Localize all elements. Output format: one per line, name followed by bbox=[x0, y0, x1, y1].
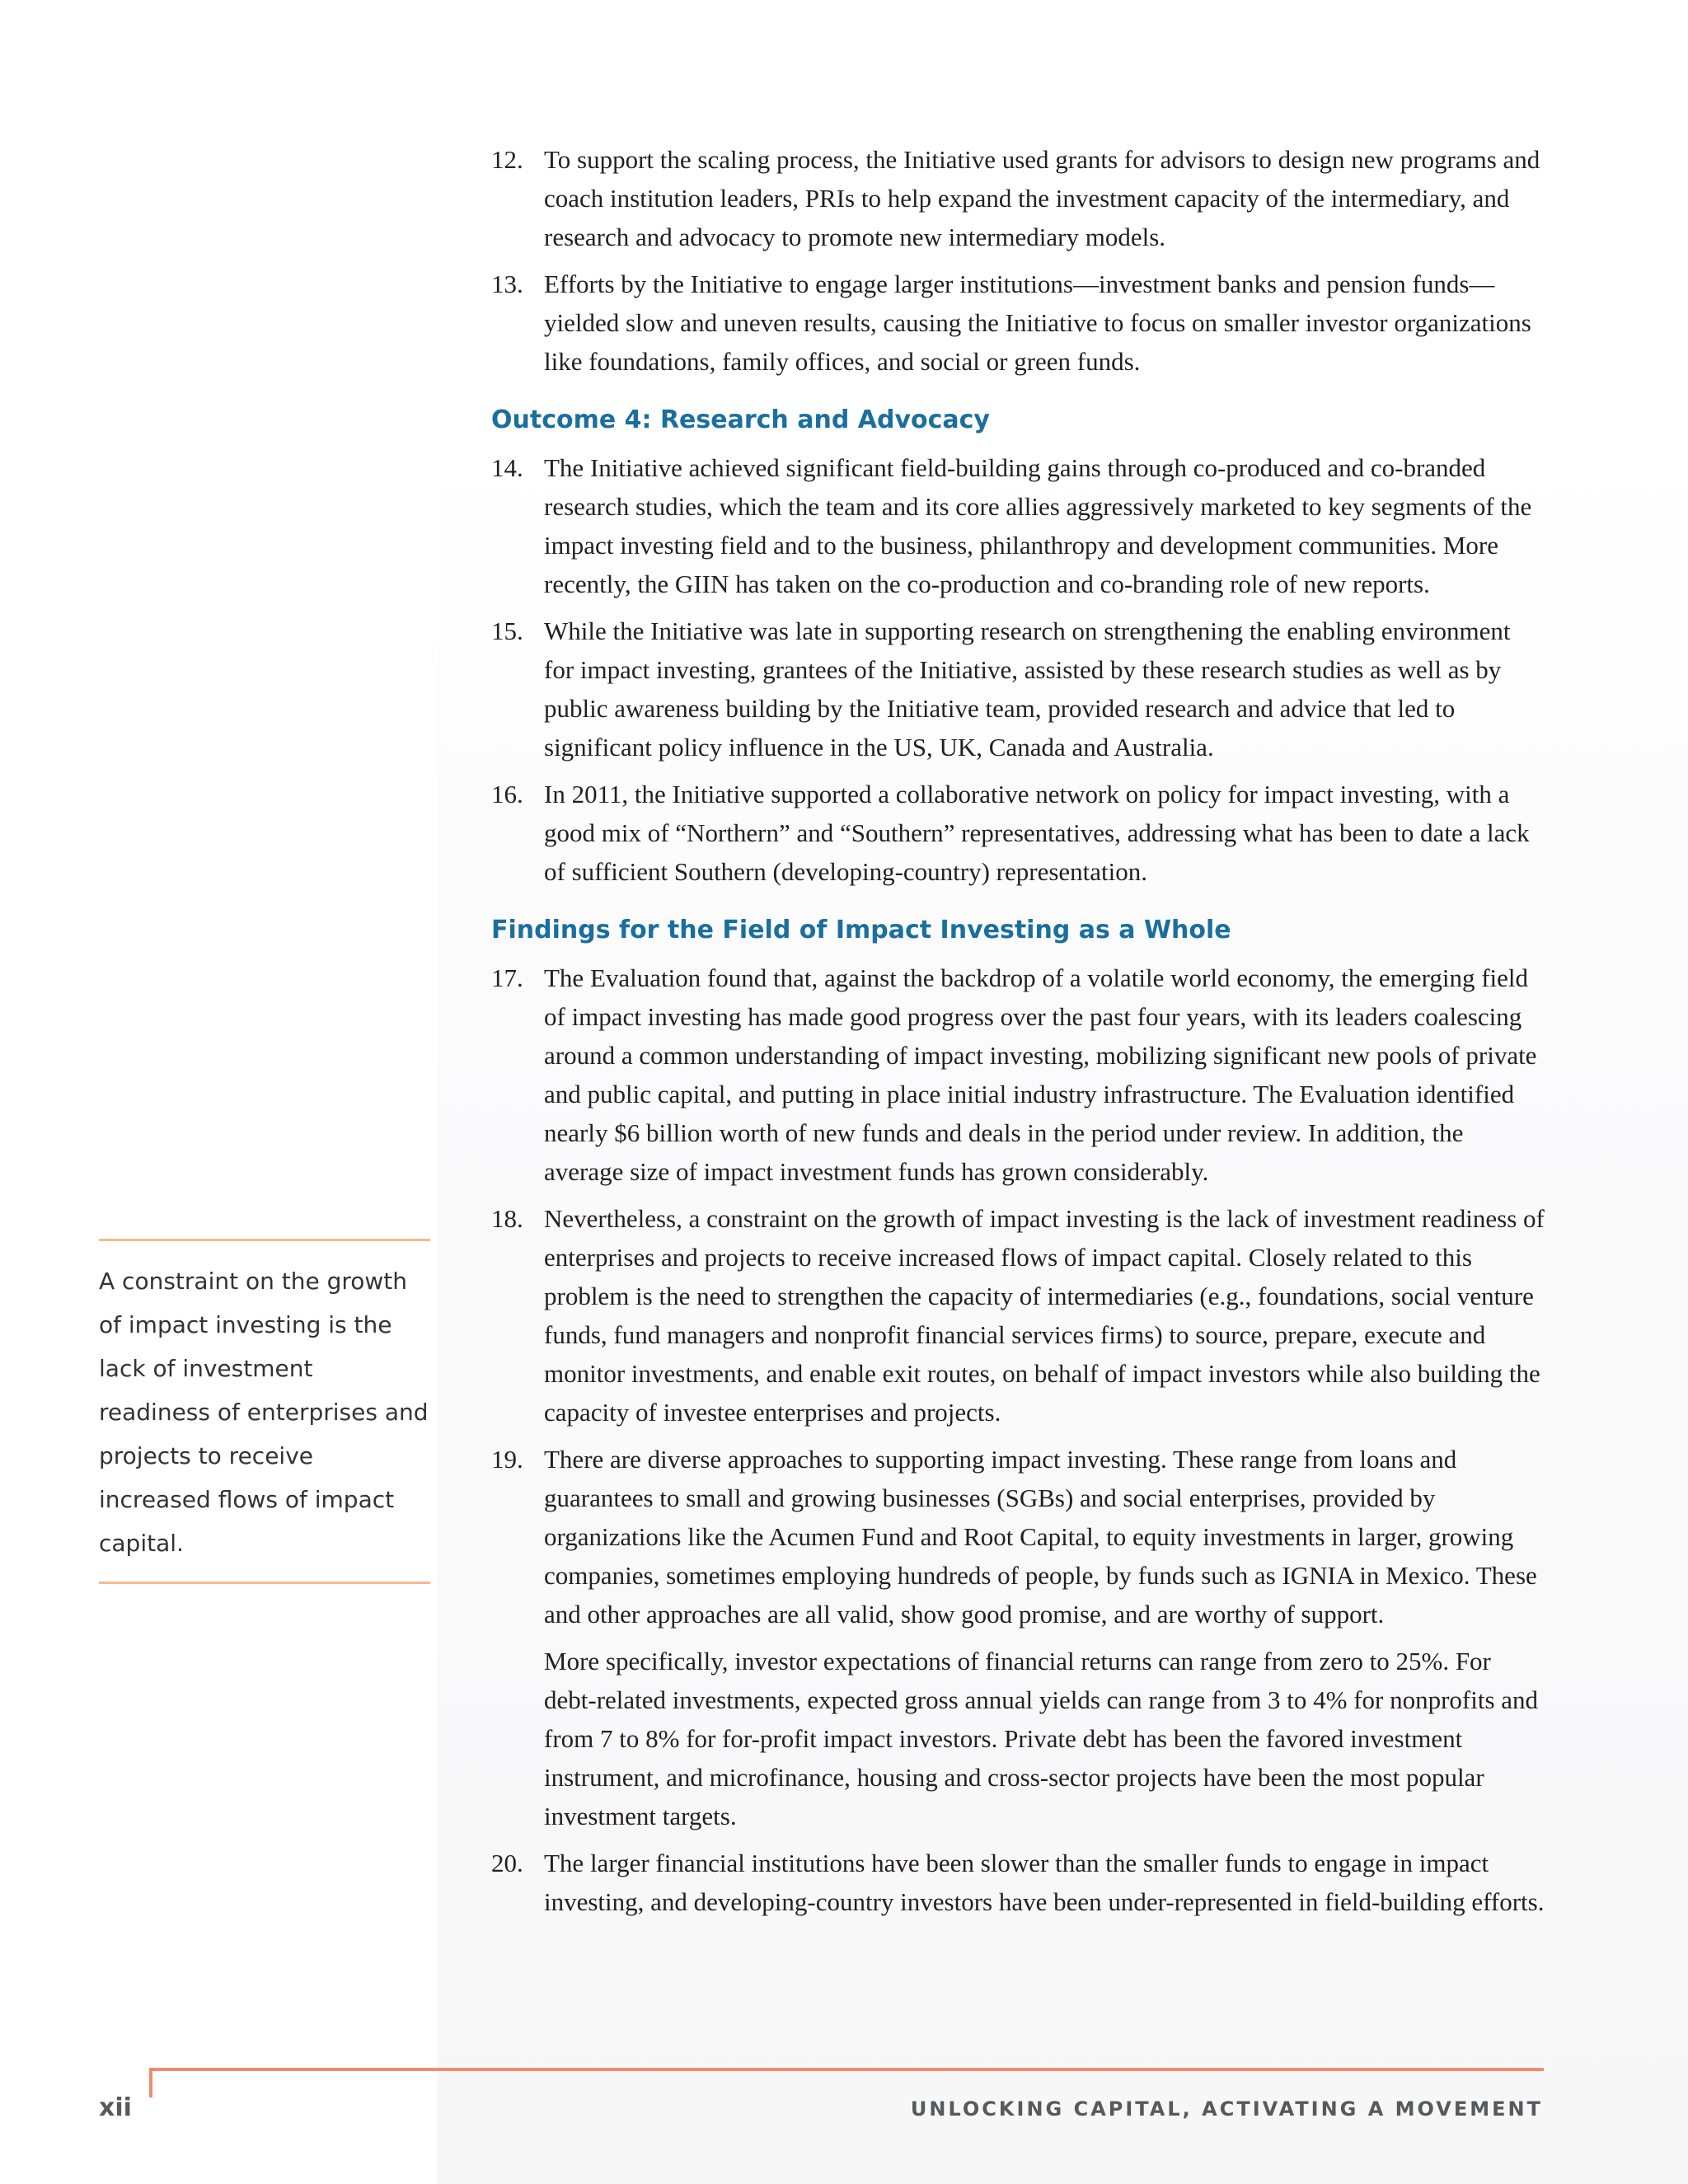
item-text: The Initiative achieved significant field-building gains through co-produced and co-branded research studies, which the team and its core allies aggressively marketed to key segments of the impact investing field and to the business, philanthropy and development communities. More recently, the GIIN has taken on the co-production and co-branding role of new reports. bbox=[544, 453, 1532, 598]
outcome4-heading: Outcome 4: Research and Advocacy bbox=[491, 405, 990, 434]
list-item-19 bbox=[491, 1440, 1546, 1633]
item-number: 14. bbox=[491, 453, 523, 482]
item-text: In 2011, the Initiative supported a collaborative network on policy for impact investing, with a good mix of “Northern” and “Southern” representatives, addressing what has been to date a lack of sufficient Southern (developing-country) representation. bbox=[544, 780, 1530, 886]
item-text: There are diverse approaches to supporting impact investing. These range from loans and guarantees to small and growing businesses (SGBs) and social enterprises, provided by organizations like the Acumen Fund and Root Capital, to equity investments in larger, growing companies, sometimes employing hundreds of people, by funds such as IGNIA in Mexico. These and other approaches are all valid, show good promise, and are worthy of support. bbox=[544, 1445, 1537, 1629]
footer-rule bbox=[149, 2068, 1544, 2071]
list-item-13 bbox=[491, 265, 1546, 381]
item-text: While the Initiative was late in supporting research on strengthening the enabling environment for impact investing, grantees of the Initiative, assisted by these research studies as well as by public awareness building by the Initiative team, provided research and advice that led to significant policy influence in the US, UK, Canada and Australia. bbox=[544, 616, 1511, 762]
item-number: 19. bbox=[491, 1445, 523, 1474]
item-text: To support the scaling process, the Initiative used grants for advisors to design new programs and coach institution leaders, PRIs to help expand the investment capacity of the intermediary, and research and advocacy to promote new intermediary models. bbox=[544, 145, 1540, 251]
item-number: 16. bbox=[491, 780, 523, 808]
list-item-12 bbox=[491, 140, 1546, 256]
item-number: 13. bbox=[491, 269, 523, 298]
findings-heading: Findings for the Field of Impact Investing as a Whole bbox=[491, 916, 1231, 944]
item-number: 18. bbox=[491, 1204, 523, 1233]
item-number: 20. bbox=[491, 1849, 523, 1877]
item-number: 17. bbox=[491, 963, 523, 992]
sidebar-pull-quote: A constraint on the growth of impact investing is the lack of investment readiness of enterprises and projects to receive increased flows of impact capital. bbox=[99, 1239, 430, 1584]
footer-rule-tick bbox=[149, 2068, 152, 2097]
list-item-14 bbox=[491, 448, 1546, 603]
item-19-continuation: More specifically, investor expectations of financial returns can range from zero to 25%. For debt-related investments, expected gross annual yields can range from 3 to 4% for nonprofits and from 7 to 8% for for-profit impact investors. Private debt has been the favored investment instrument, and microfinance, housing and cross-sector projects have been the most popular investment targets. bbox=[544, 1647, 1539, 1830]
item-number: 12. bbox=[491, 145, 523, 174]
page-number: xii bbox=[99, 2093, 132, 2122]
list-item-16 bbox=[491, 775, 1546, 891]
list-item-20 bbox=[491, 1844, 1546, 1921]
item-text: Nevertheless, a constraint on the growth of impact investing is the lack of investment readiness of enterprises and projects to receive increased flows of impact capital. Closely related to this problem is the need to strengthen the capacity of intermediaries (e.g., foundations, social venture funds, fund managers and nonprofit financial services firms) to source, prepare, execute and monitor investments, and enable exit routes, on behalf of impact investors while also building the capacity of investee enterprises and projects. bbox=[544, 1204, 1545, 1427]
running-title: UNLOCKING CAPITAL, ACTIVATING A MOVEMENT bbox=[910, 2097, 1543, 2121]
item-text: Efforts by the Initiative to engage larger institutions—investment banks and pension funds—yielded slow and uneven results, causing the Initiative to focus on smaller investor organizations like foundations, family offices, and social or green funds. bbox=[544, 269, 1531, 376]
list-item-15 bbox=[491, 612, 1546, 766]
main-content bbox=[491, 140, 1546, 1929]
list-item-18 bbox=[491, 1199, 1546, 1432]
item-text: The Evaluation found that, against the backdrop of a volatile world economy, the emerging field of impact investing has made good progress over the past four years, with its leaders coalescing around a common understanding of impact investing, mobilizing significant new pools of private and public capital, and putting in place initial industry infrastructure. The Evaluation identified nearly $6 billion worth of new funds and deals in the period under review. In addition, the average size of impact investment funds has grown considerably. bbox=[544, 963, 1537, 1186]
item-number: 15. bbox=[491, 616, 523, 645]
item-text: The larger financial institutions have been slower than the smaller funds to engage in impact investing, and developing-country investors have been under-represented in field-building efforts. bbox=[544, 1849, 1545, 1916]
list-item-17 bbox=[491, 958, 1546, 1191]
